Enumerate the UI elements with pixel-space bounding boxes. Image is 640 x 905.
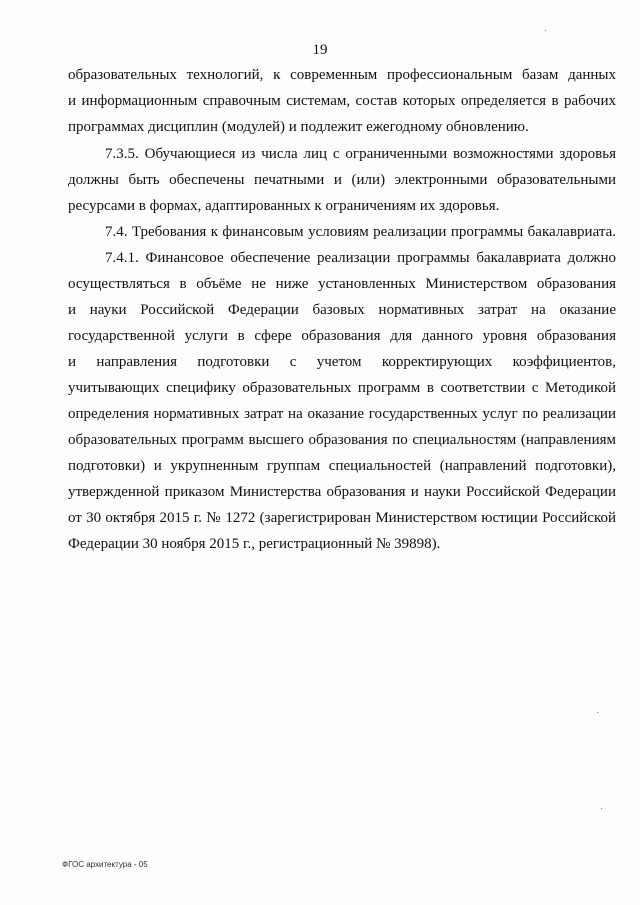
text-line: 7.4.1. Финансовое обеспечение реализации программы бакалавриата должно	[105, 250, 616, 266]
text-line: определения нормативных затрат на оказание государственных услуг по реализации	[68, 406, 616, 422]
text-line: подготовки) и укрупненным группам специальностей (направлений подготовки),	[68, 458, 616, 474]
text-line: 7.3.5. Обучающиеся из числа лиц с ограниченными возможностями здоровья	[105, 146, 616, 162]
text-line: и науки Российской Федерации базовых нормативных затрат на оказание	[68, 302, 616, 318]
text-line: и направления подготовки с учетом корректирующих коэффициентов,	[68, 354, 616, 370]
text-line: должны быть обеспечены печатными и (или) электронными образовательными	[68, 172, 616, 188]
text-line: от 30 октября 2015 г. № 1272 (зарегистрирован Министерством юстиции Российской	[68, 510, 616, 526]
scan-speck	[597, 712, 598, 713]
text-line: программах дисциплин (модулей) и подлежит ежегодному обновлению.	[68, 119, 529, 135]
scan-speck	[545, 30, 546, 31]
page-number: 19	[312, 42, 328, 58]
text-line: государственной услуги в сфере образования для данного уровня образования	[68, 328, 616, 344]
text-line: ресурсами в формах, адаптированных к ограничениям их здоровья.	[68, 198, 500, 214]
text-line: образовательных технологий, к современным профессиональным базам данных	[68, 67, 616, 83]
text-line: Федерации 30 ноября 2015 г., регистрационный № 39898).	[68, 536, 441, 552]
text-line: учитывающих специфику образовательных программ в соответствии с Методикой	[68, 380, 616, 396]
text-line: и информационным справочным системам, состав которых определяется в рабочих	[68, 93, 616, 109]
text-line: утвержденной приказом Министерства образования и науки Российской Федерации	[68, 484, 616, 500]
text-line: осуществляться в объёме не ниже установленных Министерством образования	[68, 276, 616, 292]
scan-speck	[601, 808, 602, 809]
section-heading: 7.4. Требования к финансовым условиям реализации программы бакалавриата.	[105, 224, 616, 240]
text-line: образовательных программ высшего образования по специальностям (направлениям	[68, 432, 616, 448]
footer-label: ФГОС архитектура - 05	[62, 860, 148, 869]
